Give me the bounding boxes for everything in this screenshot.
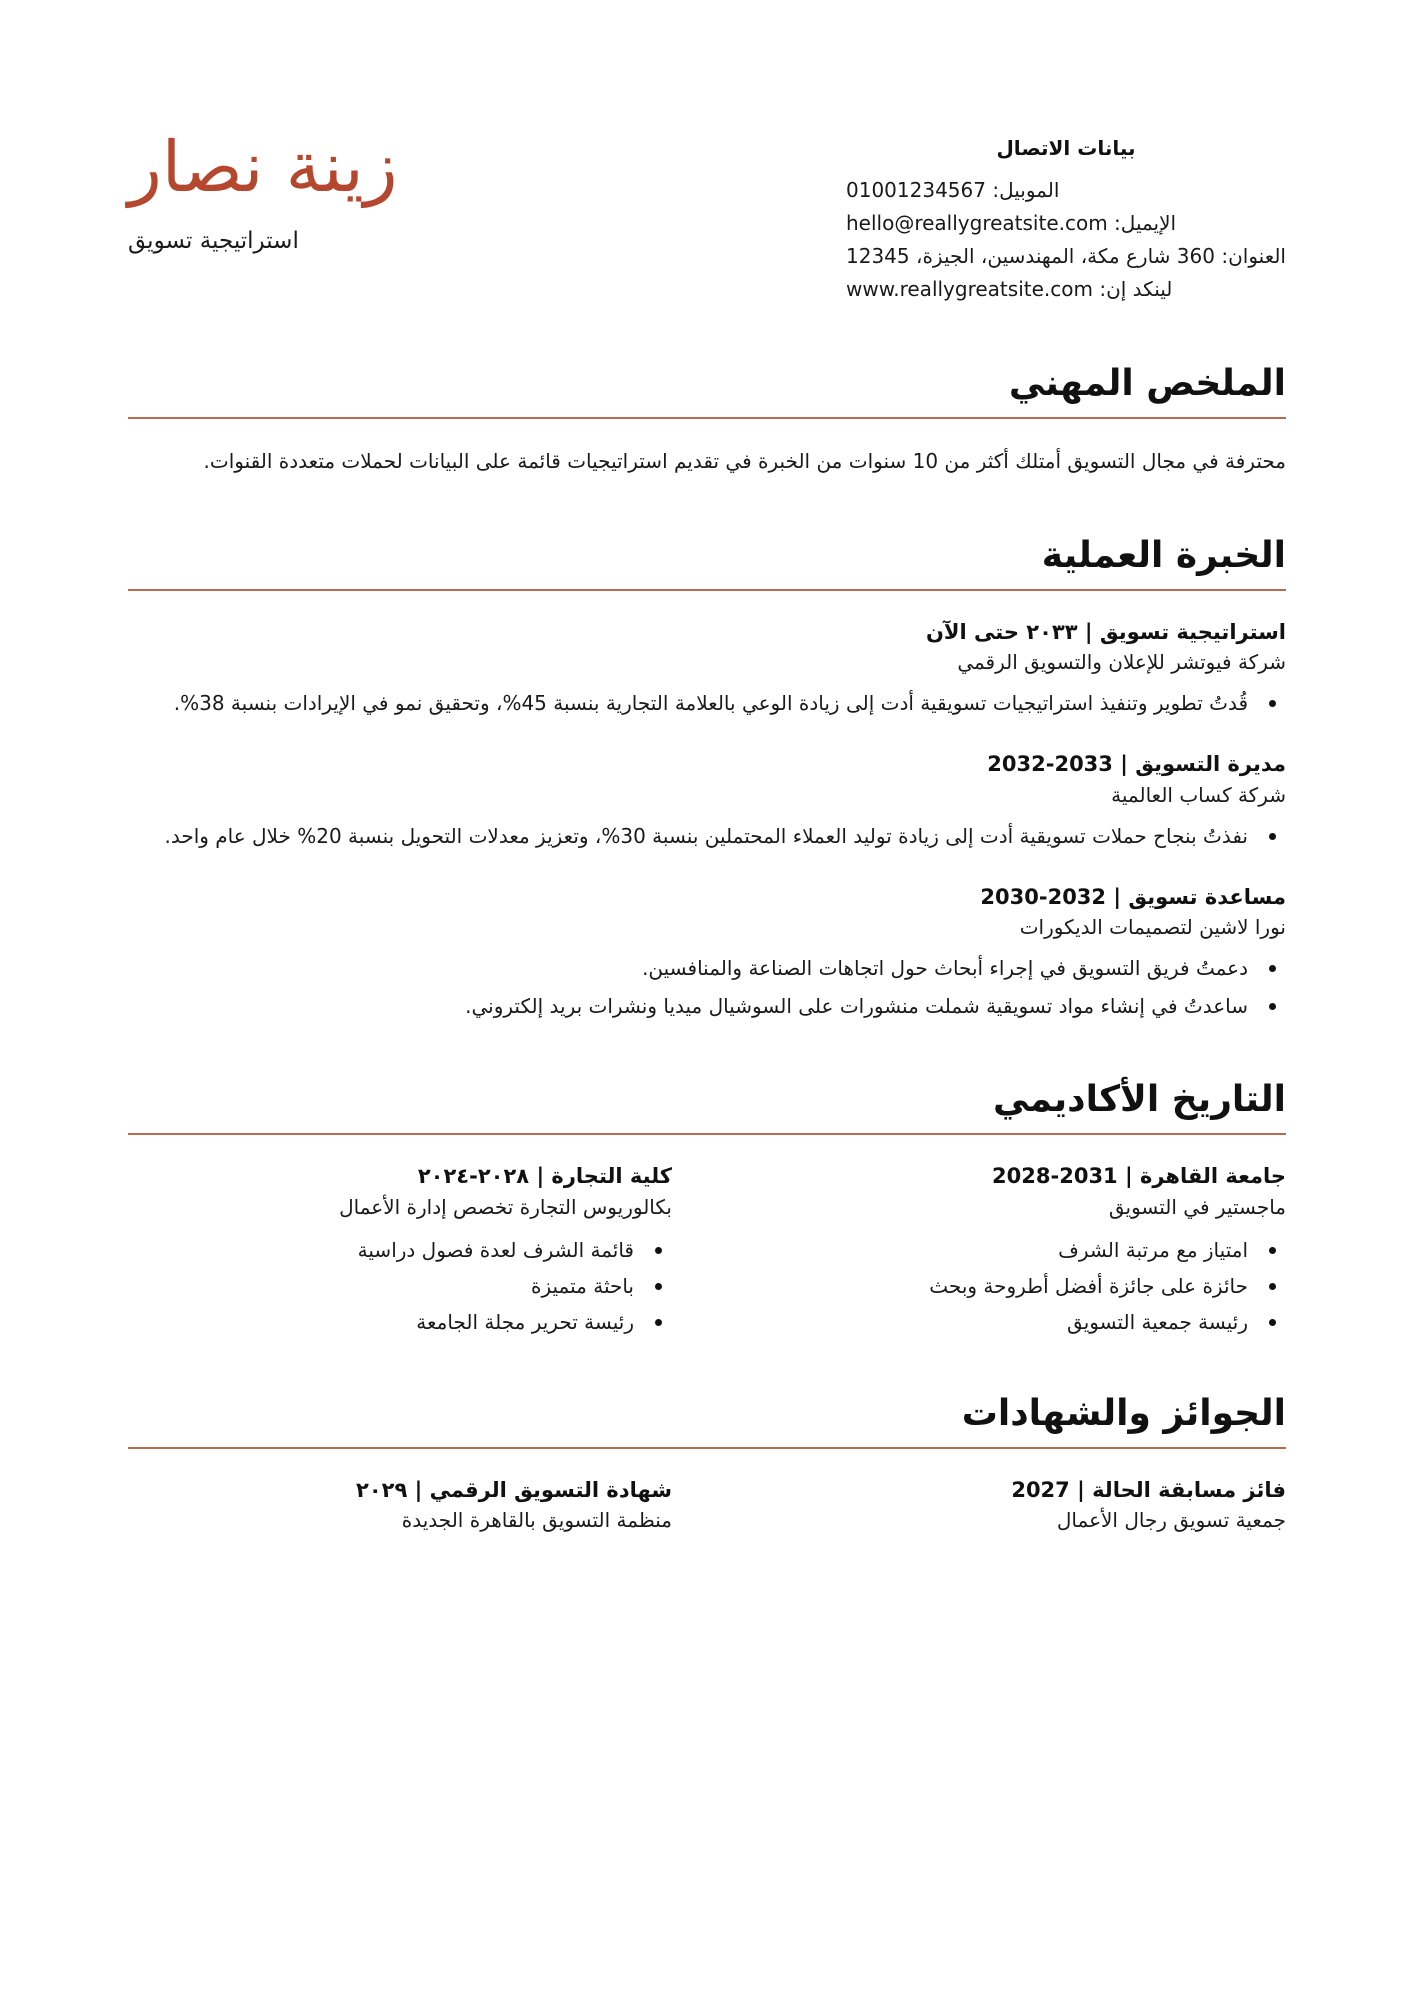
- job-title: مساعدة تسويق | 2032-2030: [980, 884, 1286, 909]
- job-organization: شركة فيوتشر للإعلان والتسويق الرقمي: [957, 650, 1286, 675]
- education-bullets: [742, 1234, 1286, 1338]
- education-bullet: رئيسة جمعية التسويق: [742, 1306, 1252, 1338]
- education-entry: [742, 1161, 1286, 1341]
- job-bullet: قُدتُ تطوير وتنفيذ استراتيجيات تسويقية أدت إلى زيادة الوعي بالعلامة التجارية بنسبة 45%، وتحقيق نمو في الإيرادات بنسبة 38%.: [128, 687, 1252, 719]
- resume-header: [128, 0, 1286, 306]
- section-education: [128, 1078, 1286, 1342]
- contact-block: [846, 128, 1286, 306]
- contact-address: العنوان: 360 شارع مكة، المهندسين، الجيزة، 12345: [846, 244, 1286, 268]
- job-title: استراتيجية تسويق | ٢٠٣٣ حتى الآن: [925, 619, 1286, 644]
- job-title: مديرة التسويق | 2033-2032: [987, 752, 1286, 777]
- award-entry: [742, 1475, 1286, 1547]
- education-bullet: رئيسة تحرير مجلة الجامعة: [128, 1306, 638, 1338]
- job-bullets: [128, 820, 1286, 852]
- award-entry: [128, 1475, 672, 1547]
- experience-entry: [128, 882, 1286, 1022]
- education-school: كلية التجارة | ٢٠٢٨-٢٠٢٤: [417, 1164, 672, 1189]
- awards-title: الجوائز والشهادات: [961, 1392, 1286, 1434]
- education-bullet: باحثة متميزة: [128, 1270, 638, 1302]
- awards-columns: [128, 1475, 1286, 1547]
- job-organization: شركة كساب العالمية: [1111, 782, 1286, 807]
- contact-heading: بيانات الاتصال: [996, 136, 1136, 160]
- education-divider: [128, 1133, 1286, 1135]
- job-organization: نورا لاشين لتصميمات الديكورات: [1019, 915, 1286, 940]
- contact-email: الإيميل: hello@reallygreatsite.com: [846, 211, 1177, 235]
- education-bullet: امتياز مع مرتبة الشرف: [742, 1234, 1252, 1266]
- award-issuer: جمعية تسويق رجال الأعمال: [1056, 1508, 1286, 1533]
- job-bullet: ساعدتُ في إنشاء مواد تسويقية شملت منشورات على السوشيال ميديا ونشرات بريد إلكتروني.: [128, 990, 1252, 1022]
- candidate-role: استراتيجية تسويق: [128, 228, 299, 255]
- awards-divider: [128, 1447, 1286, 1449]
- education-degree: ماجستير في التسويق: [1108, 1194, 1286, 1219]
- summary-divider: [128, 417, 1286, 419]
- education-title: التاريخ الأكاديمي: [993, 1079, 1286, 1121]
- award-issuer: منظمة التسويق بالقاهرة الجديدة: [401, 1508, 672, 1533]
- award-name: شهادة التسويق الرقمي | ٢٠٢٩: [356, 1477, 672, 1502]
- education-bullets: [128, 1234, 672, 1338]
- section-awards: [128, 1392, 1286, 1548]
- experience-entry: [128, 617, 1286, 719]
- education-columns: [128, 1161, 1286, 1341]
- section-summary: [128, 362, 1286, 478]
- experience-title: الخبرة العملية: [1041, 534, 1286, 576]
- name-block: [128, 128, 398, 254]
- summary-title: الملخص المهني: [1008, 363, 1286, 404]
- job-bullet: دعمتُ فريق التسويق في إجراء أبحاث حول اتجاهات الصناعة والمنافسين.: [128, 952, 1252, 984]
- section-experience: [128, 534, 1286, 1023]
- candidate-name: زينة نصار: [128, 126, 398, 208]
- job-bullets: [128, 687, 1286, 719]
- award-name: فائز مسابقة الحالة | 2027: [1011, 1477, 1286, 1502]
- job-bullet: نفذتُ بنجاح حملات تسويقية أدت إلى زيادة توليد العملاء المحتملين بنسبة 30%، وتعزيز معدلات التحويل بنسبة 20% خلال عام واحد.: [128, 820, 1252, 852]
- contact-phone: الموبيل: 01001234567: [846, 178, 1060, 202]
- summary-body: محترفة في مجال التسويق أمتلك أكثر من 10 سنوات من الخبرة في تقديم استراتيجيات قائمة على البيانات لحملات متعددة القنوات.: [203, 449, 1286, 474]
- education-entry: [128, 1161, 672, 1341]
- experience-divider: [128, 589, 1286, 591]
- experience-entry: [128, 749, 1286, 851]
- education-degree: بكالوريوس التجارة تخصص إدارة الأعمال: [339, 1194, 672, 1219]
- education-school: جامعة القاهرة | 2031-2028: [992, 1164, 1286, 1189]
- education-bullet: قائمة الشرف لعدة فصول دراسية: [128, 1234, 638, 1266]
- contact-linkedin: لينكد إن: www.reallygreatsite.com: [846, 277, 1173, 301]
- education-bullet: حائزة على جائزة أفضل أطروحة وبحث: [742, 1270, 1252, 1302]
- job-bullets: [128, 952, 1286, 1022]
